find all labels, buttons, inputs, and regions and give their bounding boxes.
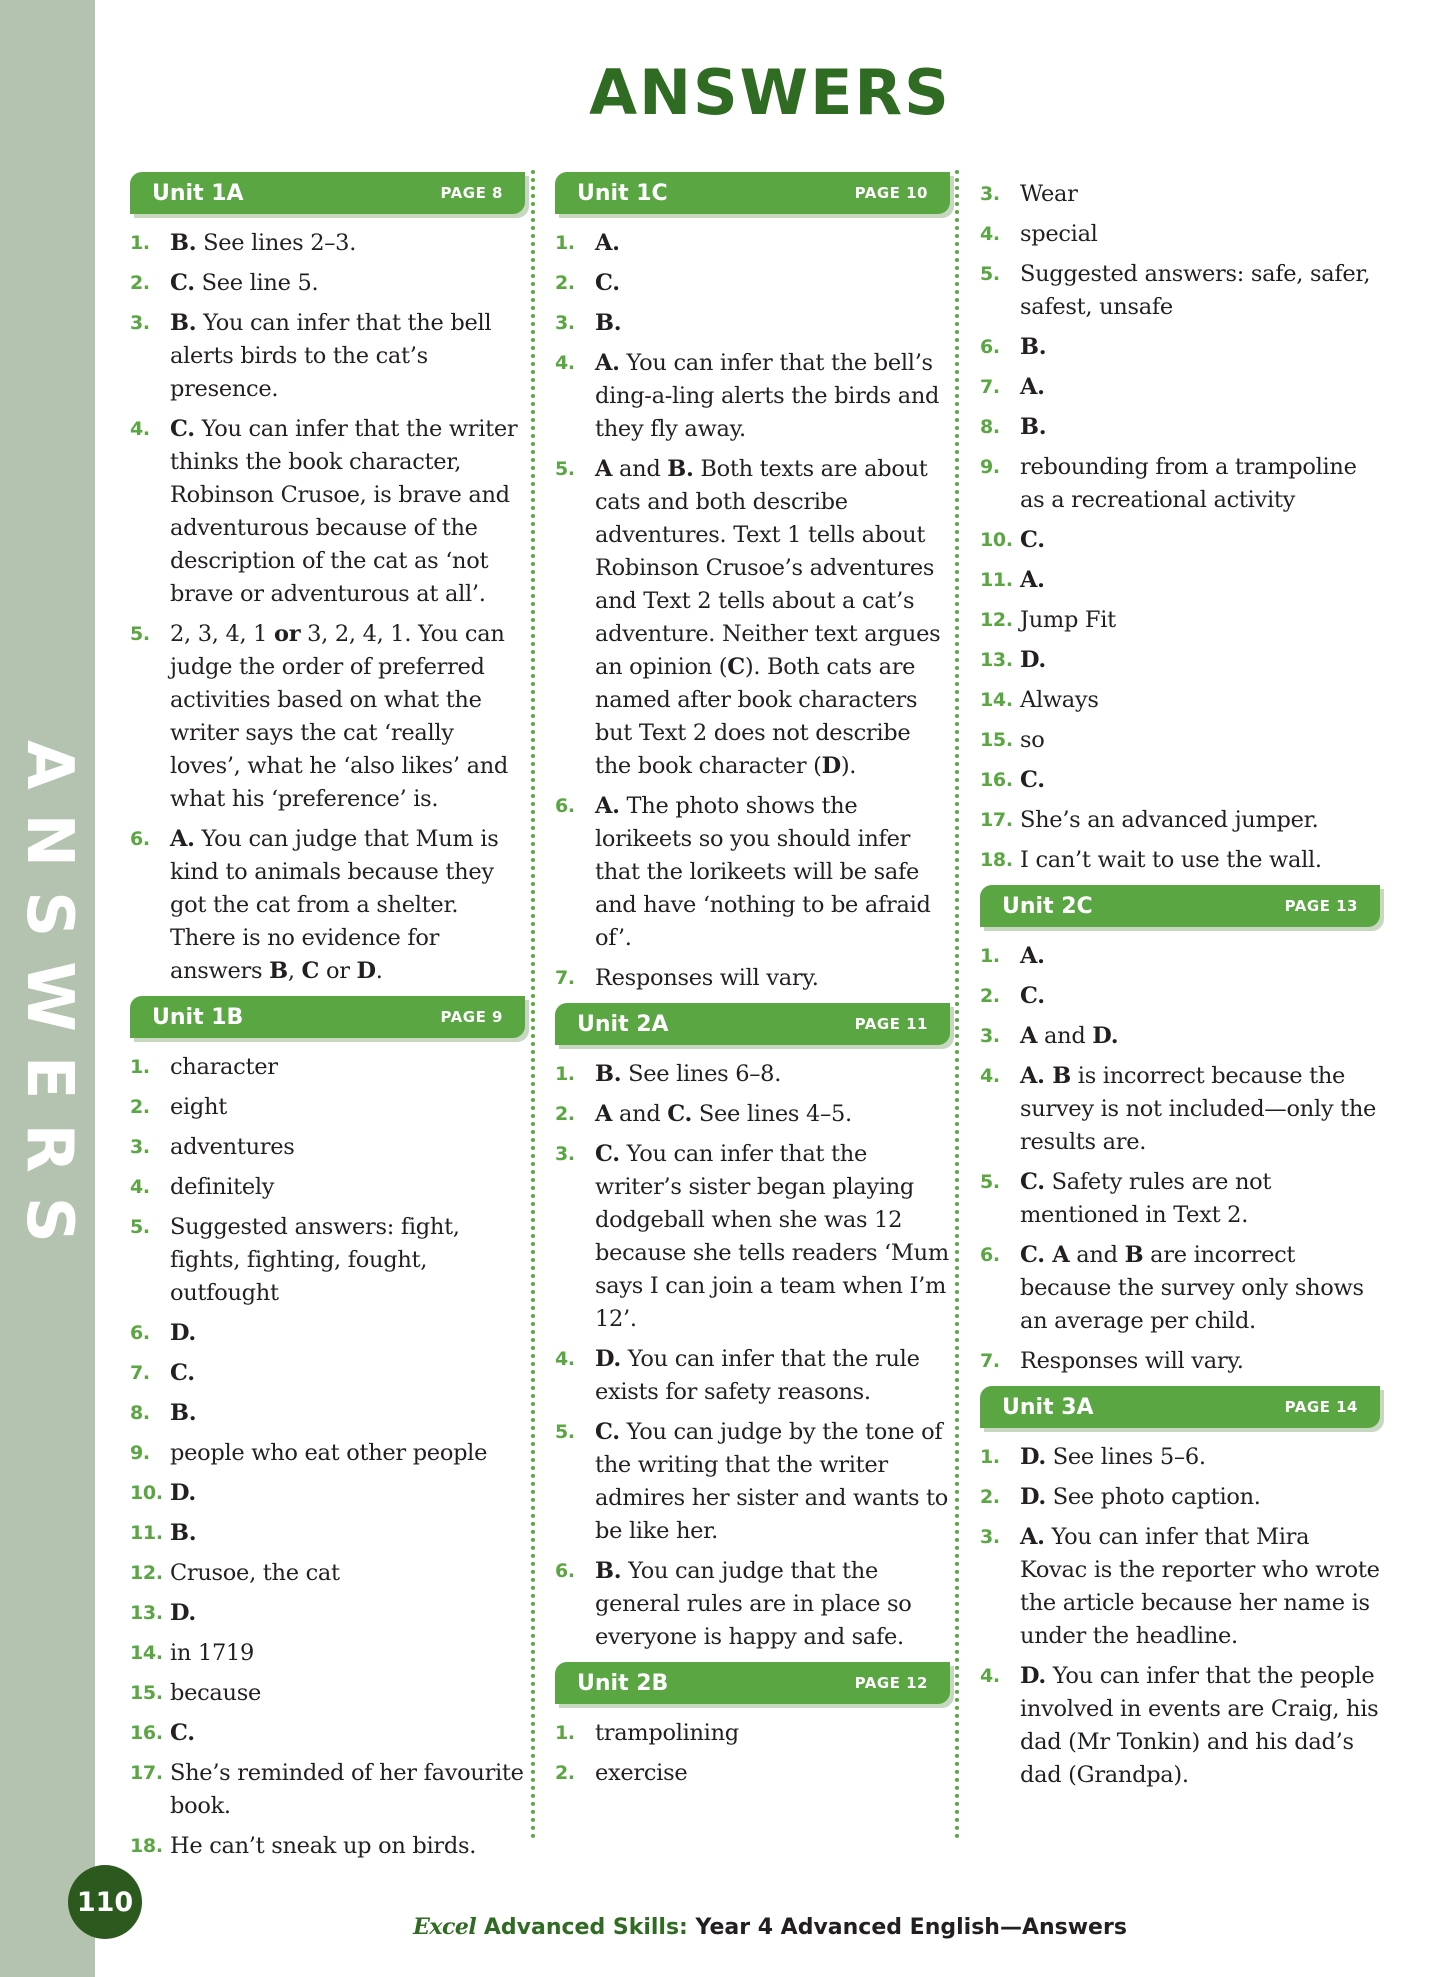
answer-number: 11. bbox=[980, 569, 1013, 591]
answer-number: 5. bbox=[555, 458, 575, 480]
answer-text: character bbox=[170, 1054, 278, 1080]
answer-number: 10. bbox=[980, 529, 1013, 551]
footer-title: Year 4 Advanced English—Answers bbox=[695, 1915, 1127, 1940]
answer-number: 7. bbox=[980, 376, 1000, 398]
answer-text: rebounding from a trampoline as a recreational activity bbox=[1020, 454, 1357, 513]
answer-text: B. You can infer that the bell alerts birds to the cat’s presence. bbox=[170, 310, 492, 402]
answer-text: B. bbox=[1020, 334, 1047, 360]
answer-column-3 bbox=[980, 178, 1380, 1800]
answer-text: A. bbox=[1020, 374, 1045, 400]
answer-text: definitely bbox=[170, 1174, 275, 1200]
answer-item bbox=[980, 980, 1380, 1013]
answer-item bbox=[130, 1357, 525, 1390]
answer-item bbox=[130, 1517, 525, 1550]
answer-text: people who eat other people bbox=[170, 1440, 488, 1466]
answer-text: special bbox=[1020, 221, 1098, 247]
answer-item bbox=[980, 1345, 1380, 1378]
answer-number: 4. bbox=[555, 352, 575, 374]
answer-item bbox=[130, 267, 525, 300]
answer-number: 7. bbox=[980, 1350, 1000, 1372]
answer-text: Suggested answers: safe, safer, safest, unsafe bbox=[1020, 261, 1371, 320]
answer-item bbox=[130, 1211, 525, 1310]
answer-number: 9. bbox=[130, 1442, 150, 1464]
answer-item bbox=[130, 1557, 525, 1590]
answer-list bbox=[130, 227, 525, 988]
answer-item bbox=[130, 1717, 525, 1750]
answer-text: exercise bbox=[595, 1760, 688, 1786]
answer-number: 6. bbox=[555, 795, 575, 817]
answer-number: 2. bbox=[555, 1762, 575, 1784]
column-divider bbox=[955, 170, 959, 1840]
answer-number: 7. bbox=[555, 967, 575, 989]
unit-name: Unit 1B bbox=[152, 1004, 244, 1030]
answer-text: C. A and B are incorrect because the survey only shows an average per child. bbox=[1020, 1242, 1364, 1334]
answer-text: He can’t sneak up on birds. bbox=[170, 1833, 477, 1859]
column-divider bbox=[531, 170, 535, 1840]
answer-item bbox=[555, 1138, 950, 1336]
unit-section bbox=[555, 1662, 950, 1790]
answer-number: 18. bbox=[130, 1835, 163, 1857]
answer-number: 6. bbox=[555, 1560, 575, 1582]
answer-number: 1. bbox=[555, 1063, 575, 1085]
answer-text: A. bbox=[595, 230, 620, 256]
answer-item bbox=[980, 524, 1380, 557]
answer-item bbox=[980, 451, 1380, 517]
answer-item bbox=[980, 178, 1380, 211]
answer-number: 5. bbox=[555, 1421, 575, 1443]
answer-list bbox=[130, 1051, 525, 1863]
answer-number: 9. bbox=[980, 456, 1000, 478]
page-title: ANSWERS bbox=[589, 56, 951, 129]
answer-number: 6. bbox=[130, 828, 150, 850]
answer-item bbox=[555, 962, 950, 995]
unit-header bbox=[980, 885, 1380, 927]
answer-text: C. You can judge by the tone of the writing that the writer admires her sister and wants to be like her. bbox=[595, 1419, 949, 1544]
answer-number: 1. bbox=[130, 232, 150, 254]
answer-item bbox=[555, 267, 950, 300]
unit-section bbox=[980, 1386, 1380, 1792]
answer-text: C. You can infer that the writer thinks the book character, Robinson Crusoe, is brave and adventurous because of the description of the cat as ‘not brave or adventurous at all’. bbox=[170, 416, 518, 607]
answer-item bbox=[980, 1660, 1380, 1792]
answer-item bbox=[980, 331, 1380, 364]
answer-item bbox=[980, 564, 1380, 597]
answer-text: C. bbox=[1020, 767, 1045, 793]
answer-item bbox=[130, 1830, 525, 1863]
answer-number: 1. bbox=[555, 1722, 575, 1744]
answer-number: 15. bbox=[980, 729, 1013, 751]
answer-text: A. You can judge that Mum is kind to animals because they got the cat from a shelter. There is no evidence for answers B, C or D. bbox=[170, 826, 499, 984]
footer-brand: Excel bbox=[413, 1914, 477, 1940]
unit-page: PAGE 12 bbox=[854, 1674, 928, 1692]
answer-text: D. bbox=[170, 1600, 196, 1626]
answer-number: 5. bbox=[130, 623, 150, 645]
answer-text: A. You can infer that the bell’s ding-a-ling alerts the birds and they fly away. bbox=[595, 350, 940, 442]
answer-number: 17. bbox=[130, 1762, 163, 1784]
answer-item bbox=[130, 1051, 525, 1084]
answer-text: B. bbox=[170, 1400, 197, 1426]
answer-text: C. bbox=[1020, 527, 1045, 553]
answer-item bbox=[130, 1757, 525, 1823]
answer-text: D. See photo caption. bbox=[1020, 1484, 1261, 1510]
answer-text: C. Safety rules are not mentioned in Text 2. bbox=[1020, 1169, 1272, 1228]
unit-section bbox=[555, 1003, 950, 1654]
answer-number: 5. bbox=[130, 1216, 150, 1238]
answer-item bbox=[980, 1441, 1380, 1474]
answer-text: C. bbox=[1020, 983, 1045, 1009]
answer-text: Crusoe, the cat bbox=[170, 1560, 340, 1586]
answer-number: 3. bbox=[130, 312, 150, 334]
answer-item bbox=[980, 1060, 1380, 1159]
answer-text: B. bbox=[595, 310, 622, 336]
answer-item bbox=[980, 724, 1380, 757]
answer-item bbox=[130, 1397, 525, 1430]
answer-number: 3. bbox=[555, 1143, 575, 1165]
answer-text: so bbox=[1020, 727, 1045, 753]
answer-text: C. bbox=[170, 1360, 195, 1386]
unit-name: Unit 2C bbox=[1002, 893, 1093, 919]
answer-text: eight bbox=[170, 1094, 227, 1120]
answer-item bbox=[980, 1521, 1380, 1653]
answer-number: 15. bbox=[130, 1682, 163, 1704]
side-label: ANSWERS bbox=[12, 740, 86, 1267]
answer-item bbox=[980, 844, 1380, 877]
answer-number: 10. bbox=[130, 1482, 163, 1504]
answer-item bbox=[130, 227, 525, 260]
answer-number: 6. bbox=[980, 336, 1000, 358]
unit-section bbox=[555, 172, 950, 995]
answer-number: 4. bbox=[980, 1665, 1000, 1687]
answer-text: A and B. Both texts are about cats and both describe adventures. Text 1 tells about Robinson Crusoe’s adventures and Text 2 tells about a cat’s adventure. Neither text argues an opinion (C). Both cats are named after book characters but Text 2 does not describe the book character (D). bbox=[595, 456, 941, 779]
unit-header bbox=[555, 1662, 950, 1704]
answer-item bbox=[980, 258, 1380, 324]
answer-text: I can’t wait to use the wall. bbox=[1020, 847, 1322, 873]
answer-item bbox=[130, 1131, 525, 1164]
answer-number: 16. bbox=[980, 769, 1013, 791]
answer-item bbox=[555, 307, 950, 340]
answer-item bbox=[980, 644, 1380, 677]
answer-number: 1. bbox=[980, 1446, 1000, 1468]
answer-text: C. bbox=[170, 1720, 195, 1746]
answer-text: A. You can infer that Mira Kovac is the reporter who wrote the article because her name is under the headline. bbox=[1020, 1524, 1380, 1649]
unit-header bbox=[130, 172, 525, 214]
answer-item bbox=[130, 307, 525, 406]
answer-item bbox=[130, 1317, 525, 1350]
answer-text: A and C. See lines 4–5. bbox=[595, 1101, 852, 1127]
answer-item bbox=[130, 1477, 525, 1510]
answer-item bbox=[555, 227, 950, 260]
answer-text: A. bbox=[1020, 943, 1045, 969]
answer-text: adventures bbox=[170, 1134, 295, 1160]
answer-item bbox=[980, 1166, 1380, 1232]
answer-item bbox=[555, 1717, 950, 1750]
answer-text: B. See lines 2–3. bbox=[170, 230, 357, 256]
answer-number: 8. bbox=[980, 416, 1000, 438]
answer-number: 17. bbox=[980, 809, 1013, 831]
answer-text: D. You can infer that the people involved in events are Craig, his dad (Mr Tonkin) and his dad’s dad (Grandpa). bbox=[1020, 1663, 1379, 1788]
answer-number: 14. bbox=[980, 689, 1013, 711]
unit-page: PAGE 14 bbox=[1284, 1398, 1358, 1416]
answer-item bbox=[555, 1555, 950, 1654]
answer-item bbox=[980, 684, 1380, 717]
answer-column-2 bbox=[555, 172, 950, 1798]
answer-text: Responses will vary. bbox=[1020, 1348, 1244, 1374]
answer-item bbox=[130, 1437, 525, 1470]
answer-number: 18. bbox=[980, 849, 1013, 871]
answer-text: A and D. bbox=[1020, 1023, 1119, 1049]
answer-item bbox=[555, 1343, 950, 1409]
answer-text: C. bbox=[595, 270, 620, 296]
answer-text: She’s reminded of her favourite book. bbox=[170, 1760, 524, 1819]
answer-list bbox=[980, 1441, 1380, 1792]
answer-number: 14. bbox=[130, 1642, 163, 1664]
answer-item bbox=[130, 1677, 525, 1710]
answer-text: Jump Fit bbox=[1020, 607, 1116, 633]
answer-number: 5. bbox=[980, 1171, 1000, 1193]
answer-item bbox=[130, 823, 525, 988]
answer-text: B. See lines 6–8. bbox=[595, 1061, 782, 1087]
answer-text: A. The photo shows the lorikeets so you should infer that the lorikeets will be safe and have ‘nothing to be afraid of’. bbox=[595, 793, 931, 951]
answer-number: 2. bbox=[555, 272, 575, 294]
answer-number: 3. bbox=[980, 1025, 1000, 1047]
answer-text: C. See line 5. bbox=[170, 270, 319, 296]
answer-item bbox=[130, 413, 525, 611]
answer-number: 4. bbox=[980, 223, 1000, 245]
answer-number: 6. bbox=[130, 1322, 150, 1344]
answer-number: 8. bbox=[130, 1402, 150, 1424]
unit-page: PAGE 13 bbox=[1284, 897, 1358, 915]
answer-list bbox=[980, 940, 1380, 1378]
answer-number: 12. bbox=[130, 1562, 163, 1584]
answer-list bbox=[980, 178, 1380, 877]
answer-number: 1. bbox=[130, 1056, 150, 1078]
answer-number: 12. bbox=[980, 609, 1013, 631]
footer bbox=[95, 1914, 1445, 1940]
side-strip bbox=[0, 0, 95, 1977]
answer-item bbox=[980, 1481, 1380, 1514]
answer-text: B. You can judge that the general rules are in place so everyone is happy and safe. bbox=[595, 1558, 912, 1650]
answer-list bbox=[555, 1717, 950, 1790]
footer-series: Advanced Skills: bbox=[483, 1915, 688, 1940]
answer-text: because bbox=[170, 1680, 261, 1706]
answer-number: 2. bbox=[130, 1096, 150, 1118]
answer-item bbox=[980, 604, 1380, 637]
answer-item bbox=[130, 1171, 525, 1204]
unit-name: Unit 2A bbox=[577, 1011, 669, 1037]
answer-item bbox=[980, 764, 1380, 797]
unit-page: PAGE 9 bbox=[440, 1008, 503, 1026]
answer-number: 2. bbox=[555, 1103, 575, 1125]
answer-number: 11. bbox=[130, 1522, 163, 1544]
answer-item bbox=[555, 1058, 950, 1091]
answer-number: 3. bbox=[980, 1526, 1000, 1548]
answer-text: D. You can infer that the rule exists for safety reasons. bbox=[595, 1346, 920, 1405]
answer-number: 13. bbox=[130, 1602, 163, 1624]
answer-text: in 1719 bbox=[170, 1640, 254, 1666]
answer-number: 7. bbox=[130, 1362, 150, 1384]
answer-text: B. bbox=[1020, 414, 1047, 440]
answer-number: 3. bbox=[980, 183, 1000, 205]
answer-item bbox=[980, 411, 1380, 444]
unit-header bbox=[555, 1003, 950, 1045]
answer-column-1 bbox=[130, 172, 525, 1871]
answer-item bbox=[980, 940, 1380, 973]
unit-section bbox=[980, 885, 1380, 1378]
answer-item bbox=[555, 453, 950, 783]
answer-text: Suggested answers: fight, fights, fighting, fought, outfought bbox=[170, 1214, 460, 1306]
answer-item bbox=[555, 347, 950, 446]
answer-item bbox=[980, 804, 1380, 837]
unit-header bbox=[130, 996, 525, 1038]
unit-section bbox=[130, 172, 525, 988]
answer-number: 5. bbox=[980, 263, 1000, 285]
answer-item bbox=[555, 1416, 950, 1548]
unit-name: Unit 1A bbox=[152, 180, 244, 206]
answer-number: 1. bbox=[980, 945, 1000, 967]
answer-number: 3. bbox=[130, 1136, 150, 1158]
answer-text: D. bbox=[170, 1480, 196, 1506]
answer-text: A. B is incorrect because the survey is not included—only the results are. bbox=[1020, 1063, 1377, 1155]
answer-text: trampolining bbox=[595, 1720, 739, 1746]
answer-text: B. bbox=[170, 1520, 197, 1546]
answer-item bbox=[130, 618, 525, 816]
answer-number: 4. bbox=[555, 1348, 575, 1370]
answer-item bbox=[130, 1637, 525, 1670]
answer-number: 4. bbox=[130, 1176, 150, 1198]
unit-page: PAGE 10 bbox=[854, 184, 928, 202]
unit-header bbox=[555, 172, 950, 214]
unit-name: Unit 3A bbox=[1002, 1394, 1094, 1420]
unit-name: Unit 2B bbox=[577, 1670, 669, 1696]
answer-text: D. bbox=[170, 1320, 196, 1346]
answer-number: 4. bbox=[980, 1065, 1000, 1087]
answer-number: 4. bbox=[130, 418, 150, 440]
answer-text: 2, 3, 4, 1 or 3, 2, 4, 1. You can judge the order of preferred activities based on what the writer says the cat ‘really loves’, what he ‘also likes’ and what his ‘preference’ is. bbox=[170, 621, 508, 812]
answer-number: 2. bbox=[980, 985, 1000, 1007]
answer-text: D. See lines 5–6. bbox=[1020, 1444, 1206, 1470]
answer-number: 1. bbox=[555, 232, 575, 254]
answer-item bbox=[555, 1757, 950, 1790]
answer-text: She’s an advanced jumper. bbox=[1020, 807, 1319, 833]
answer-text: Always bbox=[1020, 687, 1099, 713]
answer-number: 2. bbox=[980, 1486, 1000, 1508]
answer-number: 2. bbox=[130, 272, 150, 294]
answer-text: Wear bbox=[1020, 181, 1078, 207]
answer-text: A. bbox=[1020, 567, 1045, 593]
unit-page: PAGE 8 bbox=[440, 184, 503, 202]
answer-text: D. bbox=[1020, 647, 1046, 673]
answer-item bbox=[980, 1239, 1380, 1338]
answer-list bbox=[555, 1058, 950, 1654]
answer-text: C. You can infer that the writer’s sister began playing dodgeball when she was 12 because she tells readers ‘Mum says I can join a team when I’m 12’. bbox=[595, 1141, 949, 1332]
unit-section bbox=[130, 996, 525, 1863]
answer-list bbox=[555, 227, 950, 995]
answer-text: Responses will vary. bbox=[595, 965, 819, 991]
answer-number: 16. bbox=[130, 1722, 163, 1744]
unit-section bbox=[980, 178, 1380, 877]
unit-header bbox=[980, 1386, 1380, 1428]
page-number: 110 bbox=[68, 1865, 142, 1939]
answer-item bbox=[555, 790, 950, 955]
answer-number: 6. bbox=[980, 1244, 1000, 1266]
answer-item bbox=[130, 1091, 525, 1124]
answer-item bbox=[980, 1020, 1380, 1053]
unit-name: Unit 1C bbox=[577, 180, 668, 206]
answer-item bbox=[130, 1597, 525, 1630]
answer-item bbox=[555, 1098, 950, 1131]
answer-number: 13. bbox=[980, 649, 1013, 671]
answer-item bbox=[980, 371, 1380, 404]
answer-item bbox=[980, 218, 1380, 251]
answer-number: 3. bbox=[555, 312, 575, 334]
unit-page: PAGE 11 bbox=[854, 1015, 928, 1033]
